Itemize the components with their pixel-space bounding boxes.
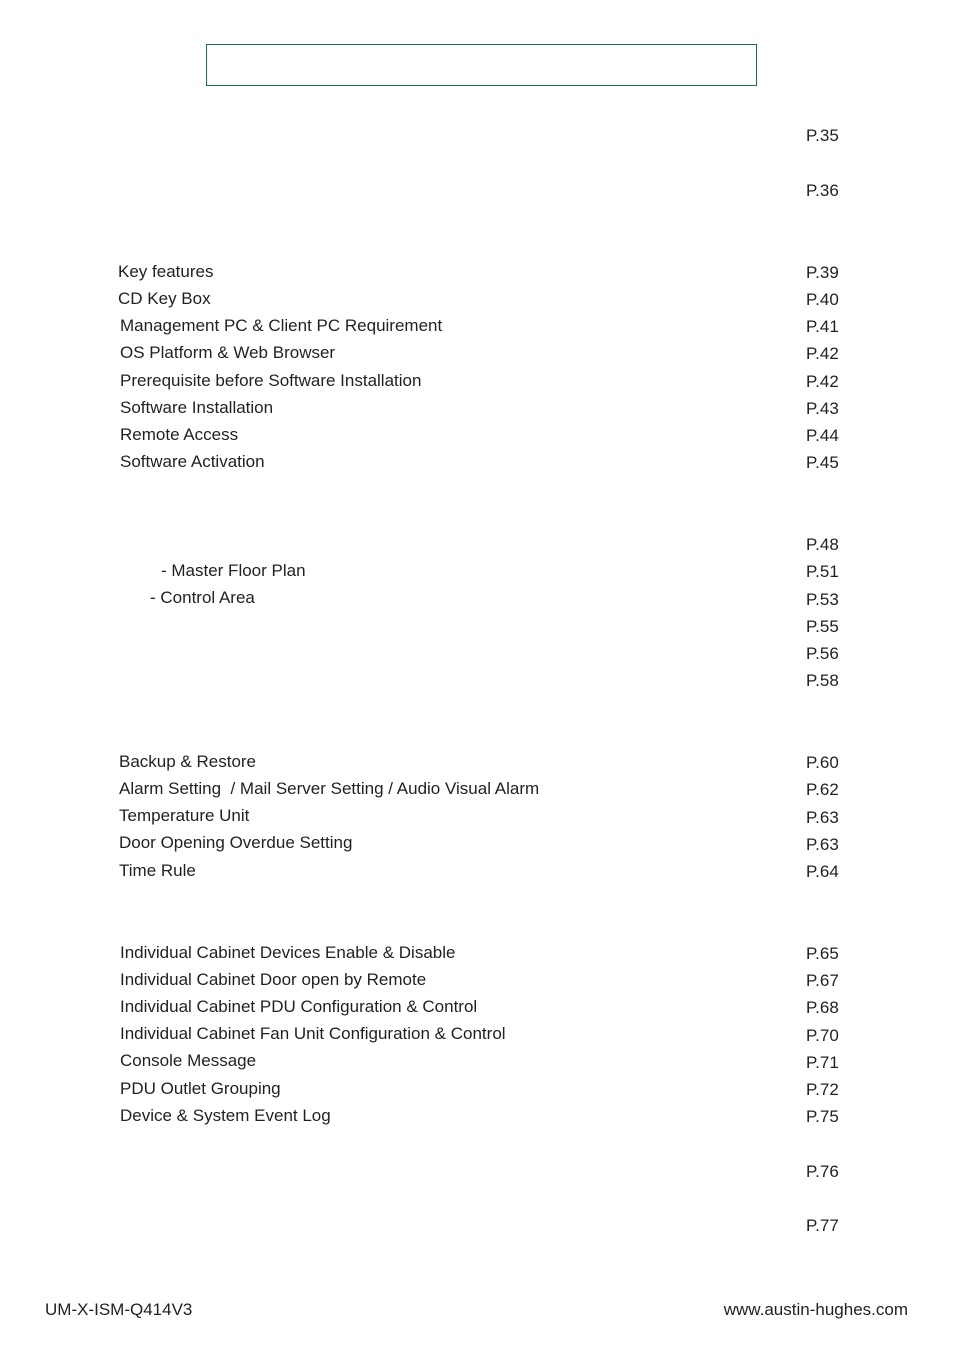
toc-page: P.42 [806, 344, 839, 363]
toc-page: P.63 [806, 808, 839, 827]
toc-entry-label: Temperature Unit [119, 806, 250, 825]
toc-page: P.77 [806, 1216, 839, 1235]
toc-page: P.58 [806, 671, 839, 690]
toc-page: P.45 [806, 453, 839, 472]
toc-page: P.70 [806, 1026, 839, 1045]
toc-page: P.39 [806, 263, 839, 282]
toc-page: P.44 [806, 426, 839, 445]
toc-entry-label: - Control Area [150, 588, 255, 607]
header-box [206, 44, 757, 86]
toc-entry-label: Individual Cabinet Door open by Remote [120, 970, 427, 989]
toc-page: P.48 [806, 535, 839, 554]
toc-page: P.68 [806, 998, 839, 1017]
toc-page: P.43 [806, 399, 839, 418]
toc-entry-label: Device & System Event Log [120, 1106, 331, 1125]
toc-entry-label: Backup & Restore [119, 752, 257, 771]
toc-page: P.35 [806, 126, 839, 145]
toc-entry-label: Alarm Setting / Mail Server Setting / Audio Visual Alarm [119, 779, 540, 798]
toc-entry-label: Door Opening Overdue Setting [119, 833, 353, 852]
toc-page: P.63 [806, 835, 839, 854]
toc-entry-label: Software Installation [120, 398, 274, 417]
toc-page: P.64 [806, 862, 839, 881]
toc-entry-label: Remote Access [120, 425, 239, 444]
toc-page: P.62 [806, 780, 839, 799]
toc-page: P.53 [806, 590, 839, 609]
toc-entry-label: PDU Outlet Grouping [120, 1079, 281, 1098]
toc-entry-label: Individual Cabinet PDU Configuration & Control [120, 997, 478, 1016]
toc-page: P.76 [806, 1162, 839, 1181]
footer-website: www.austin-hughes.com [723, 1300, 908, 1319]
toc-page: P.72 [806, 1080, 839, 1099]
toc-page: P.60 [806, 753, 839, 772]
toc-page: P.51 [806, 562, 839, 581]
toc-page: P.36 [806, 181, 839, 200]
toc-entry-label: Console Message [120, 1051, 257, 1070]
toc-entry-label: Prerequisite before Software Installation [120, 371, 422, 390]
toc-page: P.67 [806, 971, 839, 990]
toc-entry-label: Software Activation [120, 452, 265, 471]
toc-page: P.55 [806, 617, 839, 636]
toc-page: P.71 [806, 1053, 839, 1072]
toc-entry-label: Time Rule [119, 861, 196, 880]
toc-entry-label: - Master Floor Plan [161, 561, 306, 580]
toc-entry-label: CD Key Box [118, 289, 211, 308]
toc-entry-label: Individual Cabinet Fan Unit Configuration & Control [120, 1024, 506, 1043]
toc-page: P.40 [806, 290, 839, 309]
toc-page: P.65 [806, 944, 839, 963]
toc-entry-label: OS Platform & Web Browser [120, 343, 336, 362]
footer-doc-code: UM-X-ISM-Q414V3 [45, 1300, 193, 1319]
toc-entry-label: Individual Cabinet Devices Enable & Disable [120, 943, 456, 962]
toc-page: P.56 [806, 644, 839, 663]
toc-page: P.42 [806, 372, 839, 391]
toc-entry-label: Key features [118, 262, 214, 281]
toc-page: P.75 [806, 1107, 839, 1126]
toc-page: P.41 [806, 317, 839, 336]
toc-entry-label: Management PC & Client PC Requirement [120, 316, 443, 335]
